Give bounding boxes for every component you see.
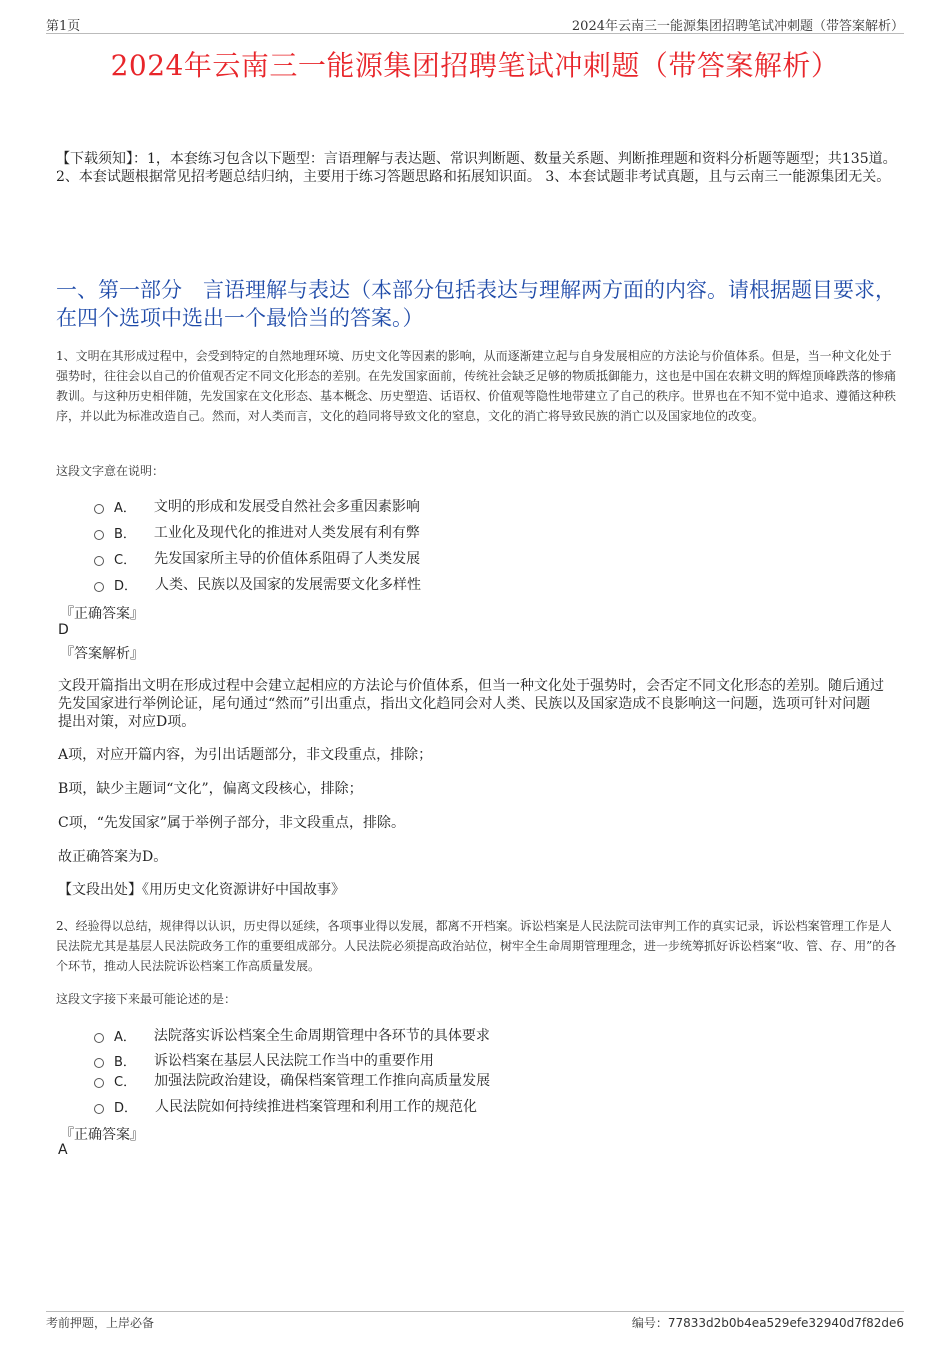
q1-analysis-main: 文段开篇指出文明在形成过程中会建立起相应的方法论与价值体系，但当一种文化处于强势时，会否定不同文化形态的差别。随后通过先发国家进行举例论证，尾句通过“然而”引出重点，指出文化趋同会对人类、民族以及国家造成不良影响这一问题，选项可针对问题提出对策，对应D项。 xyxy=(58,678,884,730)
radio-icon[interactable] xyxy=(94,582,104,592)
q2-option-b[interactable] xyxy=(94,1050,434,1070)
header-divider xyxy=(46,33,904,34)
radio-icon[interactable] xyxy=(94,1058,104,1068)
option-letter: B． xyxy=(114,526,136,542)
option-letter: B． xyxy=(114,1054,136,1070)
q1-answer: D xyxy=(58,622,69,638)
option-letter: D． xyxy=(114,578,138,594)
q1-analysis-a: A项，对应开篇内容，为引出话题部分，非文段重点，排除； xyxy=(58,747,433,763)
q1-analysis-label: 『答案解析』 xyxy=(60,646,144,662)
q1-source: 【文段出处】《用历史文化资源讲好中国故事》 xyxy=(58,882,345,898)
option-text: 法院落实诉讼档案全生命周期管理中各环节的具体要求 xyxy=(153,1028,490,1044)
q2-option-a[interactable] xyxy=(94,1025,490,1045)
page-title: 2024年云南三一能源集团招聘笔试冲刺题（带答案解析） xyxy=(110,49,840,82)
page-number: 第1页 xyxy=(46,19,81,34)
q1-analysis-b: B项，缺少主题词“文化”，偏离文段核心，排除； xyxy=(58,781,363,797)
radio-icon[interactable] xyxy=(94,1078,104,1088)
radio-icon[interactable] xyxy=(94,1104,104,1114)
q1-option-d[interactable] xyxy=(94,574,421,594)
option-text: 诉讼档案在基层人民法院工作当中的重要作用 xyxy=(153,1053,434,1069)
radio-icon[interactable] xyxy=(94,556,104,566)
q1-lead: 这段文字意在说明： xyxy=(56,464,165,478)
option-letter: A． xyxy=(114,1029,136,1045)
q2-passage: 2、经验得以总结，规律得以认识，历史得以延续，各项事业得以发展，都离不开档案。诉讼档案是人民法院司法审判工作的真实记录，诉讼档案管理工作是人民法院尤其是基层人民法院政务工作的重要组成部分。人民法院必须提高政治站位，树牢全生命周期管理理念，进一步统筹抓好诉讼档案“收、管、存、用”的各个环节，推动人民法院诉讼档案工作高质量发展。 xyxy=(56,919,897,973)
q2-answer: A xyxy=(58,1142,68,1158)
footer-divider xyxy=(46,1311,904,1312)
q2-lead: 这段文字接下来最可能论述的是： xyxy=(56,992,237,1006)
footer-code-value: 77833d2b0b4ea529efe32940d7f82de6 xyxy=(667,1316,904,1330)
q1-option-c[interactable] xyxy=(94,548,420,568)
header-doc-title: 2024年云南三一能源集团招聘笔试冲刺题（带答案解析） xyxy=(571,19,904,34)
option-letter: D． xyxy=(114,1100,138,1116)
q1-option-a[interactable] xyxy=(94,496,420,516)
section-heading: 一、第一部分 言语理解与表达（本部分包括表达与理解两方面的内容。请根据题目要求，在四个选项中选出一个最恰当的答案。） xyxy=(56,278,896,330)
option-text: 人类、民族以及国家的发展需要文化多样性 xyxy=(155,577,422,593)
footer-code-label: 编号： xyxy=(631,1316,668,1330)
radio-icon[interactable] xyxy=(94,504,104,514)
radio-icon[interactable] xyxy=(94,530,104,540)
q1-passage: 1、文明在其形成过程中，会受到特定的自然地理环境、历史文化等因素的影响，从而逐渐建立起与自身发展相应的方法论与价值体系。但是，当一种文化处于强势时，往往会以自己的价值观否定不同文化形态的差别。在先发国家面前，传统社会缺乏足够的物质抵御能力，这也是中国在农耕文明的辉煌顶峰跌落的惨痛教训。与这种历史相伴随，先发国家在文化形态、基本概念、历史塑造、话语权、价值观等隐性地带建立了自己的秩序。世界也在不知不觉中追求、遵循这种秩序，并以此为标准改造自己。然而，对人类而言，文化的趋同将导致文化的窒息，文化的消亡将导致民族的消亡以及国家地位的改变。 xyxy=(56,349,897,423)
q2-answer-label: 『正确答案』 xyxy=(60,1127,144,1143)
option-text: 文明的形成和发展受自然社会多重因素影响 xyxy=(153,499,420,515)
footer-slogan: 考前押题，上岸必备 xyxy=(46,1316,155,1330)
option-text: 工业化及现代化的推进对人类发展有利有弊 xyxy=(153,525,420,541)
q1-option-b[interactable] xyxy=(94,522,420,542)
footer-code xyxy=(632,1314,904,1331)
q2-option-c[interactable] xyxy=(94,1070,490,1090)
q2-option-d[interactable] xyxy=(94,1096,477,1116)
download-notice: 【下载须知】：1，本套练习包含以下题型：言语理解与表达题、常识判断题、数量关系题、判断推理题和资料分析题等题型；共135道。 2、本套试题根据常见招考题总结归纳，主要用于练习答题思路和拓展知识面。 3、本套试题非考试真题，且与云南三一能源集团无关。 xyxy=(56,151,897,185)
option-letter: C． xyxy=(114,552,137,568)
option-letter: A． xyxy=(114,500,136,516)
q1-analysis-c: C项，“先发国家”属于举例子部分，非文段重点，排除。 xyxy=(58,815,406,831)
q1-answer-label: 『正确答案』 xyxy=(60,606,144,622)
q1-analysis-conclusion: 故正确答案为D。 xyxy=(58,849,168,865)
option-letter: C． xyxy=(114,1074,137,1090)
option-text: 加强法院政治建设，确保档案管理工作推向高质量发展 xyxy=(154,1073,491,1089)
radio-icon[interactable] xyxy=(94,1033,104,1043)
option-text: 人民法院如何持续推进档案管理和利用工作的规范化 xyxy=(155,1099,478,1115)
option-text: 先发国家所主导的价值体系阻碍了人类发展 xyxy=(154,551,421,567)
